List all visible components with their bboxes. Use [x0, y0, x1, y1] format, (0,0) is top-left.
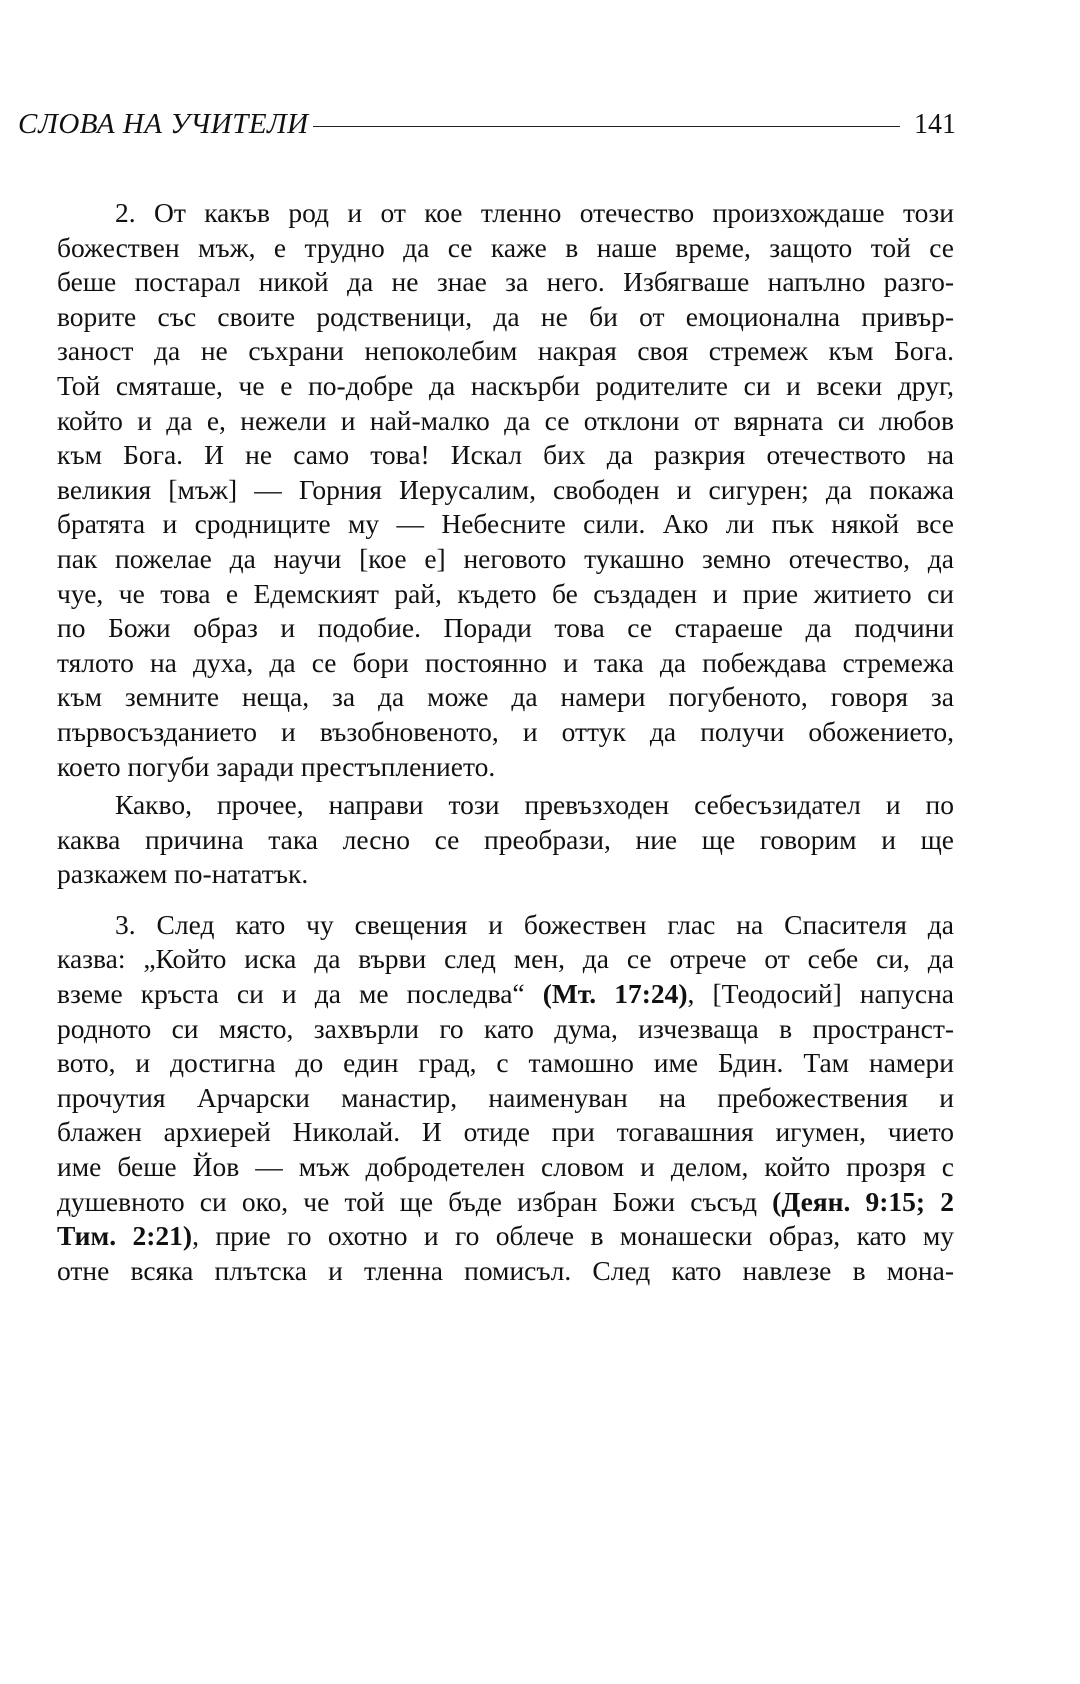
text-line: към Бога. И не само това! Искал бих да разкрия отечеството на	[57, 439, 954, 471]
text-line	[57, 1219, 954, 1254]
text-line: вото, и достигна до един град, с тамошно име Бдин. Там намери	[57, 1047, 954, 1079]
text-line: тялото на духа, да се бори постоянно и така да побеждава стремежа	[57, 646, 954, 678]
text-line: казва: „Който иска да върви след мен, да се отрече от себе си, да	[57, 943, 954, 975]
scripture-reference: Тим. 2:21)	[57, 1220, 193, 1252]
text-run: , [Теодосий] напусна	[687, 978, 954, 1010]
running-header	[18, 108, 956, 141]
text-line: към земните неща, за да може да намери погубеното, говоря за	[57, 681, 954, 713]
text-line: разкажем по-нататък.	[57, 858, 309, 890]
text-line: заност да не съхрани непоколебим накрая своя стремеж към Бога.	[57, 335, 954, 367]
text-run: , прие го охотно и го облече в монашески образ, като му	[192, 1220, 954, 1252]
text-run: душевното си око, че той ще бъде избран Божи съсъд	[57, 1185, 773, 1217]
paragraph-2	[57, 196, 954, 784]
text-line: чуе, че това е Едемският рай, където бе създаден и прие житието си	[57, 577, 954, 609]
text-line: което погуби заради престъплението.	[57, 750, 496, 782]
scripture-reference: (Мт. 17:24)	[542, 978, 688, 1010]
body-text	[57, 196, 954, 1288]
text-line: родното си място, захвърли го като дума, изчезваща в пространст-	[57, 1012, 954, 1044]
text-line	[57, 1185, 954, 1220]
text-line: великия [мъж] — Горния Иерусалим, свободен и сигурен; да покажа	[57, 473, 954, 505]
header-rule	[313, 126, 900, 127]
paragraph-continuation	[57, 788, 954, 892]
text-run: вземе кръста си и да ме последва“	[57, 978, 543, 1010]
text-line: 3. След като чу свещения и божествен глас на Спасителя да	[115, 908, 954, 940]
text-line: Той смяташе, че е по-добре да наскърби родителите си и всеки друг,	[57, 369, 954, 401]
text-line: 2. От какъв род и от кое тленно отечество произхождаше този	[115, 197, 954, 228]
text-line: име беше Йов — мъж добродетелен словом и делом, който прозря с	[57, 1151, 954, 1183]
scripture-reference: (Деян. 9:15; 2	[772, 1185, 954, 1217]
text-line: Какво, прочее, направи този превъзходен себесъзидател и по	[115, 789, 954, 821]
text-line: който и да е, нежели и най-малко да се отклони от вярната си любов	[57, 404, 954, 436]
text-line: пак пожелае да научи [кое е] неговото тукашно земно отечество, да	[57, 542, 954, 574]
text-line: божествен мъж, е трудно да се каже в наше време, защото той се	[57, 231, 954, 263]
text-line: по Божи образ и подобие. Поради това се стараеше да подчини	[57, 612, 954, 644]
paragraph-3	[57, 908, 954, 1289]
text-line: първосъзданието и възобновеното, и оттук да получи обожението,	[57, 715, 954, 747]
text-line: каква причина така лесно се преобрази, ние ще говорим и ще	[57, 823, 954, 855]
text-line	[57, 977, 954, 1012]
text-line: блажен архиерей Николай. И отиде при тогавашния игумен, чието	[57, 1116, 954, 1148]
text-line: братята и сродниците му — Небесните сили. Ако ли пък някой все	[57, 508, 954, 540]
text-line: отне всяка плътска и тленна помисъл. След като навлезе в мона-	[57, 1254, 954, 1286]
page-number: 141	[914, 109, 956, 140]
text-line: прочутия Арчарски манастир, наименуван на пребожествения и	[57, 1081, 954, 1113]
running-title: СЛОВА НА УЧИТЕЛИ	[18, 108, 309, 140]
text-line: ворите със своите родственици, да не би от емоционална привър-	[57, 300, 954, 332]
text-line: беше постарал никой да не знае за него. Избягваше напълно разго-	[57, 266, 954, 298]
